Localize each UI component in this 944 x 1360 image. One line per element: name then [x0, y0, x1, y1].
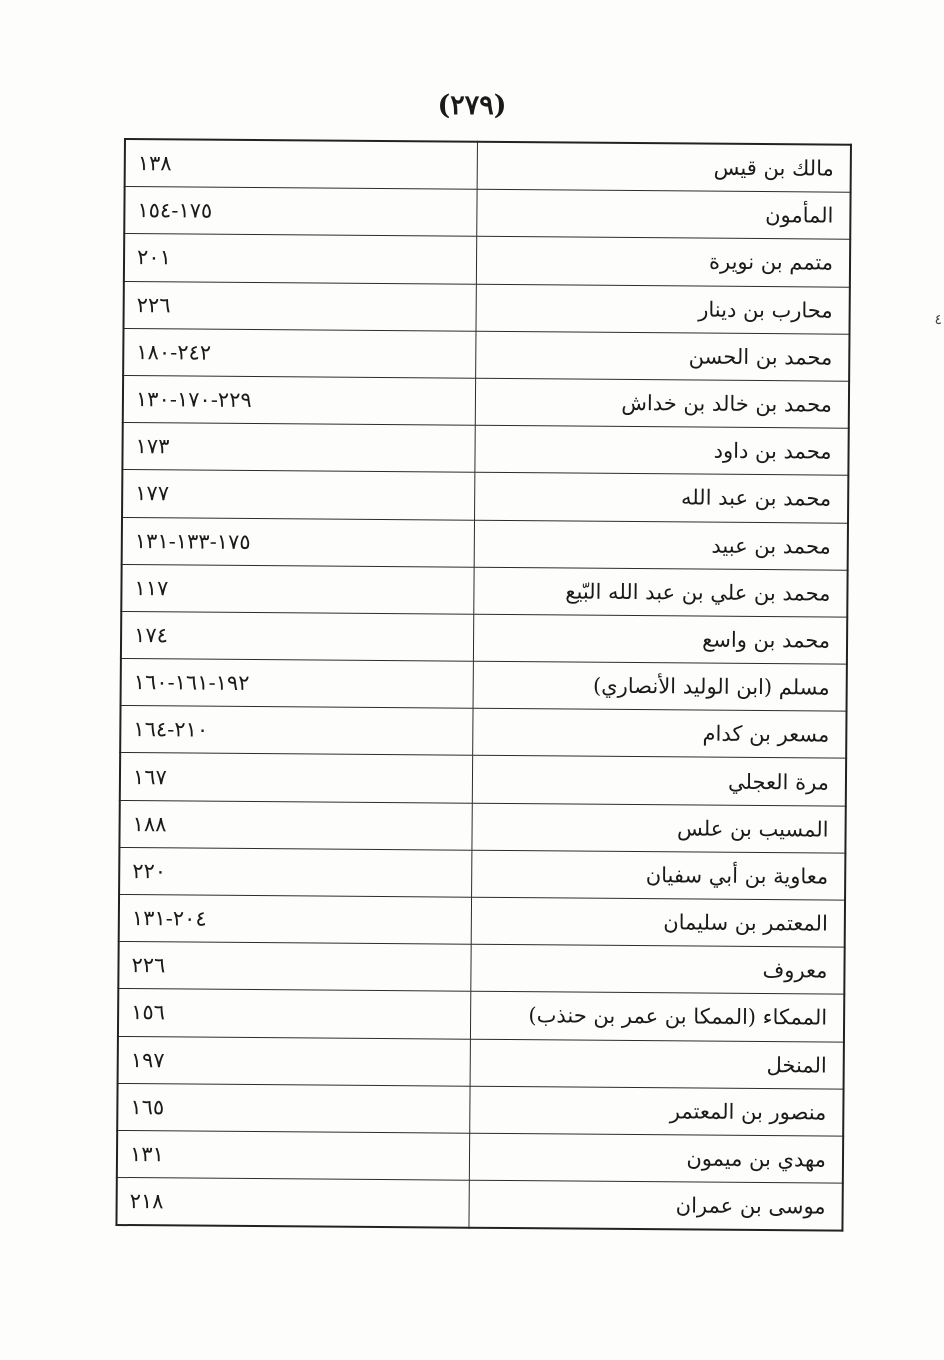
entry-pages: ١٦٥: [117, 1083, 470, 1133]
entry-name: محارب بن دينار: [476, 284, 850, 334]
entry-name: محمد بن عبد الله: [475, 473, 849, 523]
entry-pages: ٢٢٦: [124, 281, 477, 331]
entry-pages: ٢٤٢-١٨٠: [123, 328, 476, 378]
index-row: [121, 659, 847, 712]
page-number: (٢٧٩): [437, 90, 507, 121]
entry-pages: ١٧٥-١٣٣-١٣١: [122, 517, 475, 567]
index-row: [118, 942, 844, 995]
entry-name: محمد بن الحسن: [476, 331, 850, 381]
index-row: [117, 1130, 843, 1183]
index-row: [117, 1083, 843, 1136]
entry-name: محمد بن واسع: [473, 614, 847, 664]
index-row: [124, 187, 850, 240]
index-row: [124, 281, 850, 334]
entry-name: المأمون: [477, 189, 851, 239]
entry-name: مالك بن قيس: [477, 142, 851, 193]
margin-mark: ٤: [934, 312, 942, 328]
entry-pages: ١٣٨: [125, 139, 478, 189]
entry-pages: ١١٧: [121, 564, 474, 614]
index-row: [121, 564, 847, 617]
entry-pages: ١٩٢-١٦١-١٦٠: [121, 659, 474, 709]
entry-name: الممكاء (الممكا بن عمر بن حنذب): [470, 992, 844, 1042]
entry-pages: ٢٢٠: [119, 847, 472, 897]
index-table-body: [116, 139, 851, 1231]
index-row: [124, 234, 850, 287]
entry-pages: ١٥٦: [118, 989, 471, 1039]
index-row: [119, 800, 845, 853]
index-row: [125, 139, 851, 192]
entry-pages: ٢١٨: [116, 1178, 469, 1228]
entry-name: المعتمر بن سليمان: [471, 897, 845, 947]
index-row: [122, 517, 848, 570]
entry-pages: ٢٢٦: [118, 942, 471, 992]
entry-name: مسعر بن كدام: [473, 709, 847, 759]
index-row: [116, 1178, 842, 1231]
entry-pages: ١٣١: [117, 1130, 470, 1180]
entry-name: معروف: [471, 944, 845, 994]
entry-pages: ٢٠١: [124, 234, 477, 284]
entry-name: منصور بن المعتمر: [470, 1086, 844, 1136]
entry-name: مرة العجلي: [472, 756, 846, 806]
index-row: [123, 328, 849, 381]
entry-pages: ١٧٤: [121, 611, 474, 661]
entry-pages: ١٧٥-١٥٤: [124, 187, 477, 237]
entry-name: مهدي بن ميمون: [469, 1133, 843, 1183]
entry-name: المنخل: [470, 1039, 844, 1089]
index-row: [118, 1036, 844, 1089]
index-row: [121, 611, 847, 664]
entry-pages: ١٧٣: [122, 423, 475, 473]
index-row: [122, 470, 848, 523]
entry-pages: ٢٢٩-١٧٠-١٣٠: [123, 375, 476, 425]
index-row: [123, 375, 849, 428]
entry-name: محمد بن عبيد: [474, 520, 848, 570]
index-row: [120, 753, 846, 806]
entry-name: محمد بن خالد بن خداش: [475, 378, 849, 428]
index-row: [122, 423, 848, 476]
entry-name: متمم بن نويرة: [476, 237, 850, 287]
index-row: [119, 894, 845, 947]
entry-pages: ١٧٧: [122, 470, 475, 520]
index-row: [119, 847, 845, 900]
entry-name: محمد بن علي بن عبد الله البّيع: [474, 567, 848, 617]
entry-pages: ٢١٠-١٦٤: [120, 706, 473, 756]
entry-pages: ١٦٧: [120, 753, 473, 803]
index-row: [118, 989, 844, 1042]
entry-name: موسى بن عمران: [469, 1180, 843, 1231]
entry-name: المسيب بن علس: [472, 803, 846, 853]
entry-pages: ١٩٧: [118, 1036, 471, 1086]
index-table: [115, 138, 852, 1232]
entry-name: محمد بن داود: [475, 425, 849, 475]
entry-name: معاوية بن أبي سفيان: [472, 850, 846, 900]
entry-pages: ١٨٨: [119, 800, 472, 850]
entry-pages: ٢٠٤-١٣١: [119, 894, 472, 944]
index-row: [120, 706, 846, 759]
entry-name: مسلم (ابن الوليد الأنصاري): [473, 661, 847, 711]
